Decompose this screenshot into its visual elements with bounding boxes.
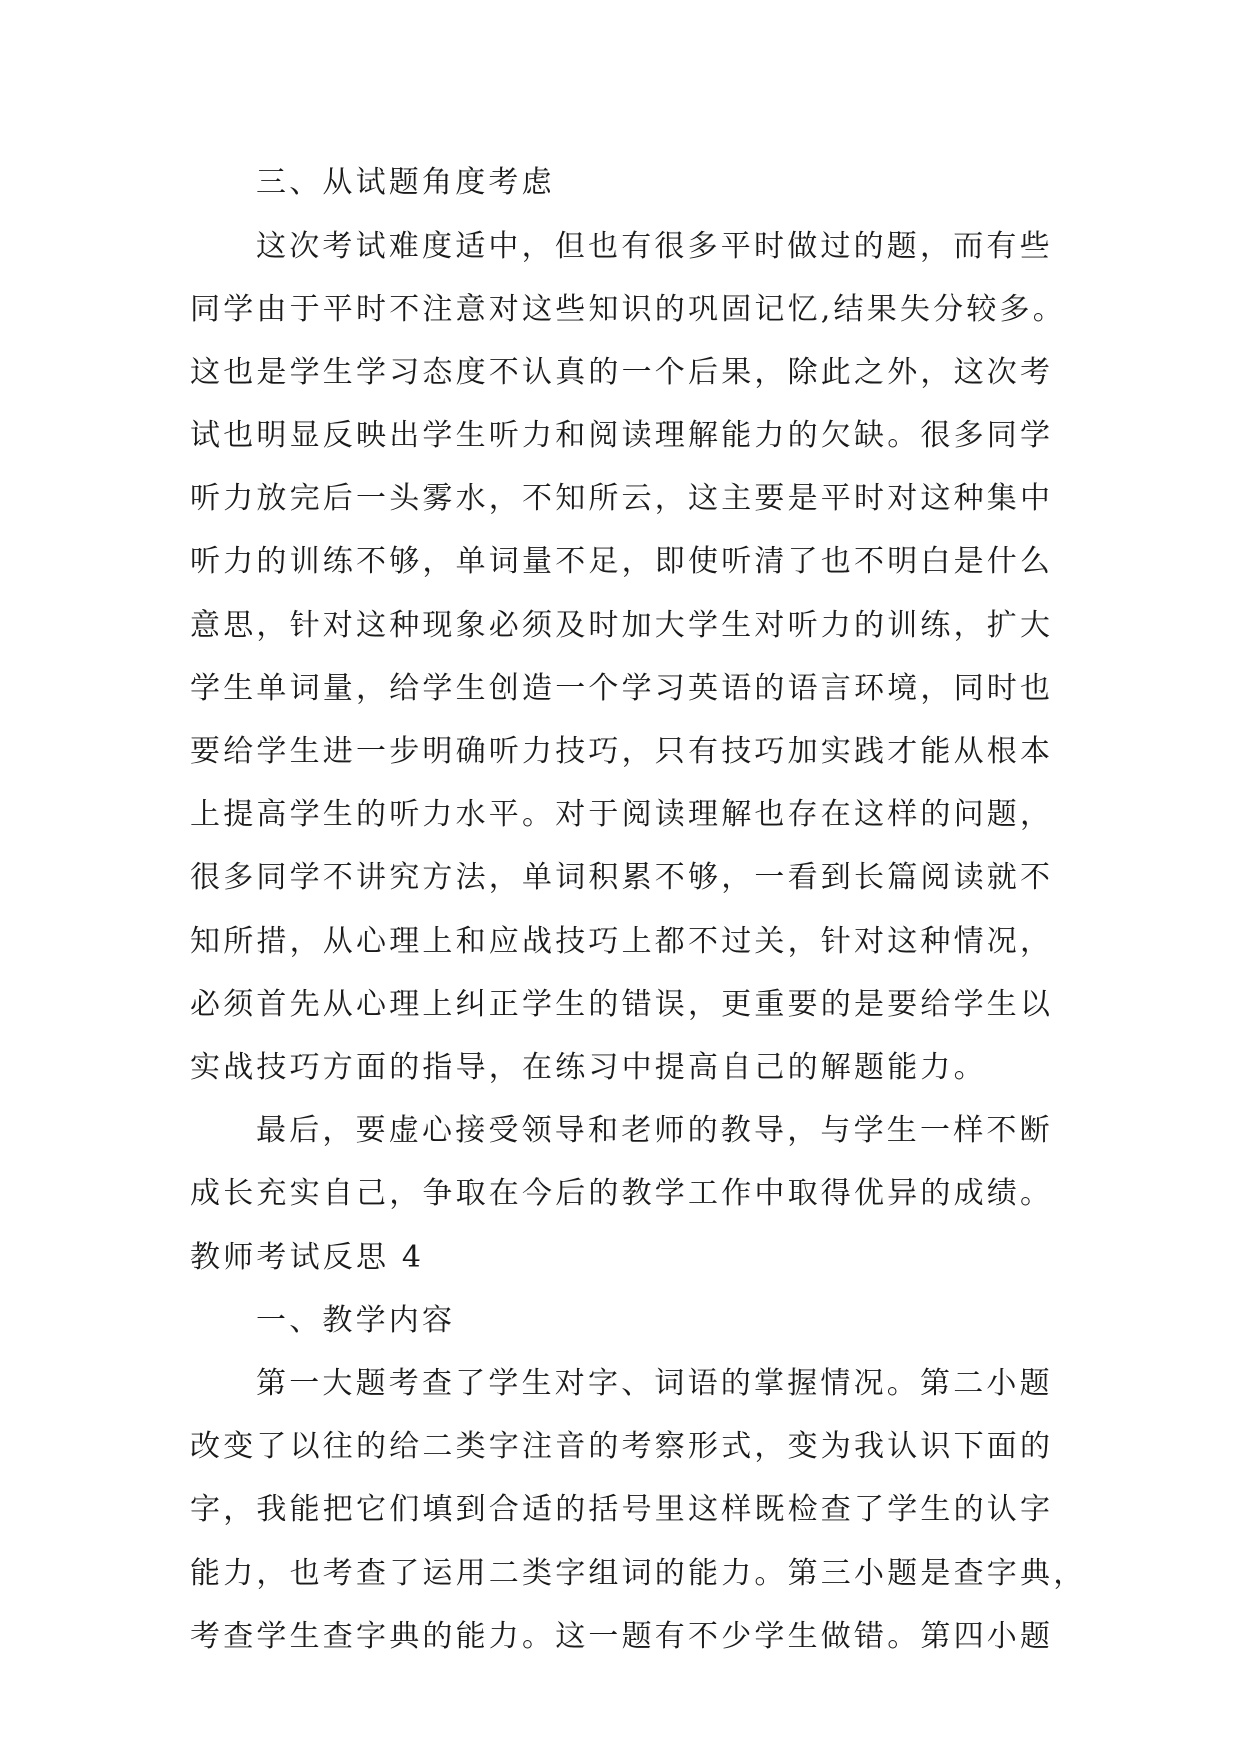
paragraph-line: 字，我能把它们填到合适的括号里这样既检查了学生的认字 <box>190 1492 1054 1527</box>
section-heading: 一、教学内容 <box>256 1303 456 1338</box>
paragraph-line: 很多同学不讲究方法，单词积累不够，一看到长篇阅读就不 <box>190 860 1054 895</box>
paragraph-line: 听力的训练不够，单词量不足，即使听清了也不明白是什么 <box>190 544 1054 579</box>
paragraph-line: 必须首先从心理上纠正学生的错误，更重要的是要给学生以 <box>190 987 1054 1022</box>
paragraph-line: 试也明显反映出学生听力和阅读理解能力的欠缺。很多同学 <box>190 418 1054 453</box>
paragraph-line: 要给学生进一步明确听力技巧，只有技巧加实践才能从根本 <box>190 734 1054 769</box>
paragraph-line: 听力放完后一头雾水，不知所云，这主要是平时对这种集中 <box>190 481 1054 516</box>
paragraph-line: 知所措，从心理上和应战技巧上都不过关，针对这种情况， <box>190 924 1054 959</box>
paragraph-line: 这也是学生学习态度不认真的一个后果，除此之外，这次考 <box>190 355 1054 390</box>
paragraph-line: 上提高学生的听力水平。对于阅读理解也存在这样的问题， <box>190 797 1054 832</box>
paragraph-line: 成长充实自己，争取在今后的教学工作中取得优异的成绩。 <box>190 1176 1054 1211</box>
section-heading: 三、从试题角度考虑 <box>256 165 555 200</box>
paragraph-line: 能力，也考查了运用二类字组词的能力。第三小题是查字典， <box>190 1556 1087 1591</box>
paragraph-line: 实战技巧方面的指导，在练习中提高自己的解题能力。 <box>190 1050 987 1085</box>
paragraph-line: 改变了以往的给二类字注音的考察形式，变为我认识下面的 <box>190 1429 1054 1464</box>
paragraph-line: 这次考试难度适中，但也有很多平时做过的题，而有些 <box>256 229 1053 264</box>
paragraph-line: 考查学生查字典的能力。这一题有不少学生做错。第四小题 <box>190 1619 1054 1654</box>
paragraph-line: 第一大题考查了学生对字、词语的掌握情况。第二小题 <box>256 1366 1053 1401</box>
paragraph-line: 最后，要虚心接受领导和老师的教导，与学生一样不断 <box>256 1113 1053 1148</box>
paragraph-line: 同学由于平时不注意对这些知识的巩固记忆,结果失分较多。 <box>190 292 1066 327</box>
paragraph-line: 意思，针对这种现象必须及时加大学生对听力的训练，扩大 <box>190 608 1054 643</box>
document-title: 教师考试反思 4 <box>190 1240 425 1275</box>
paragraph-line: 学生单词量，给学生创造一个学习英语的语言环境，同时也 <box>190 671 1054 706</box>
